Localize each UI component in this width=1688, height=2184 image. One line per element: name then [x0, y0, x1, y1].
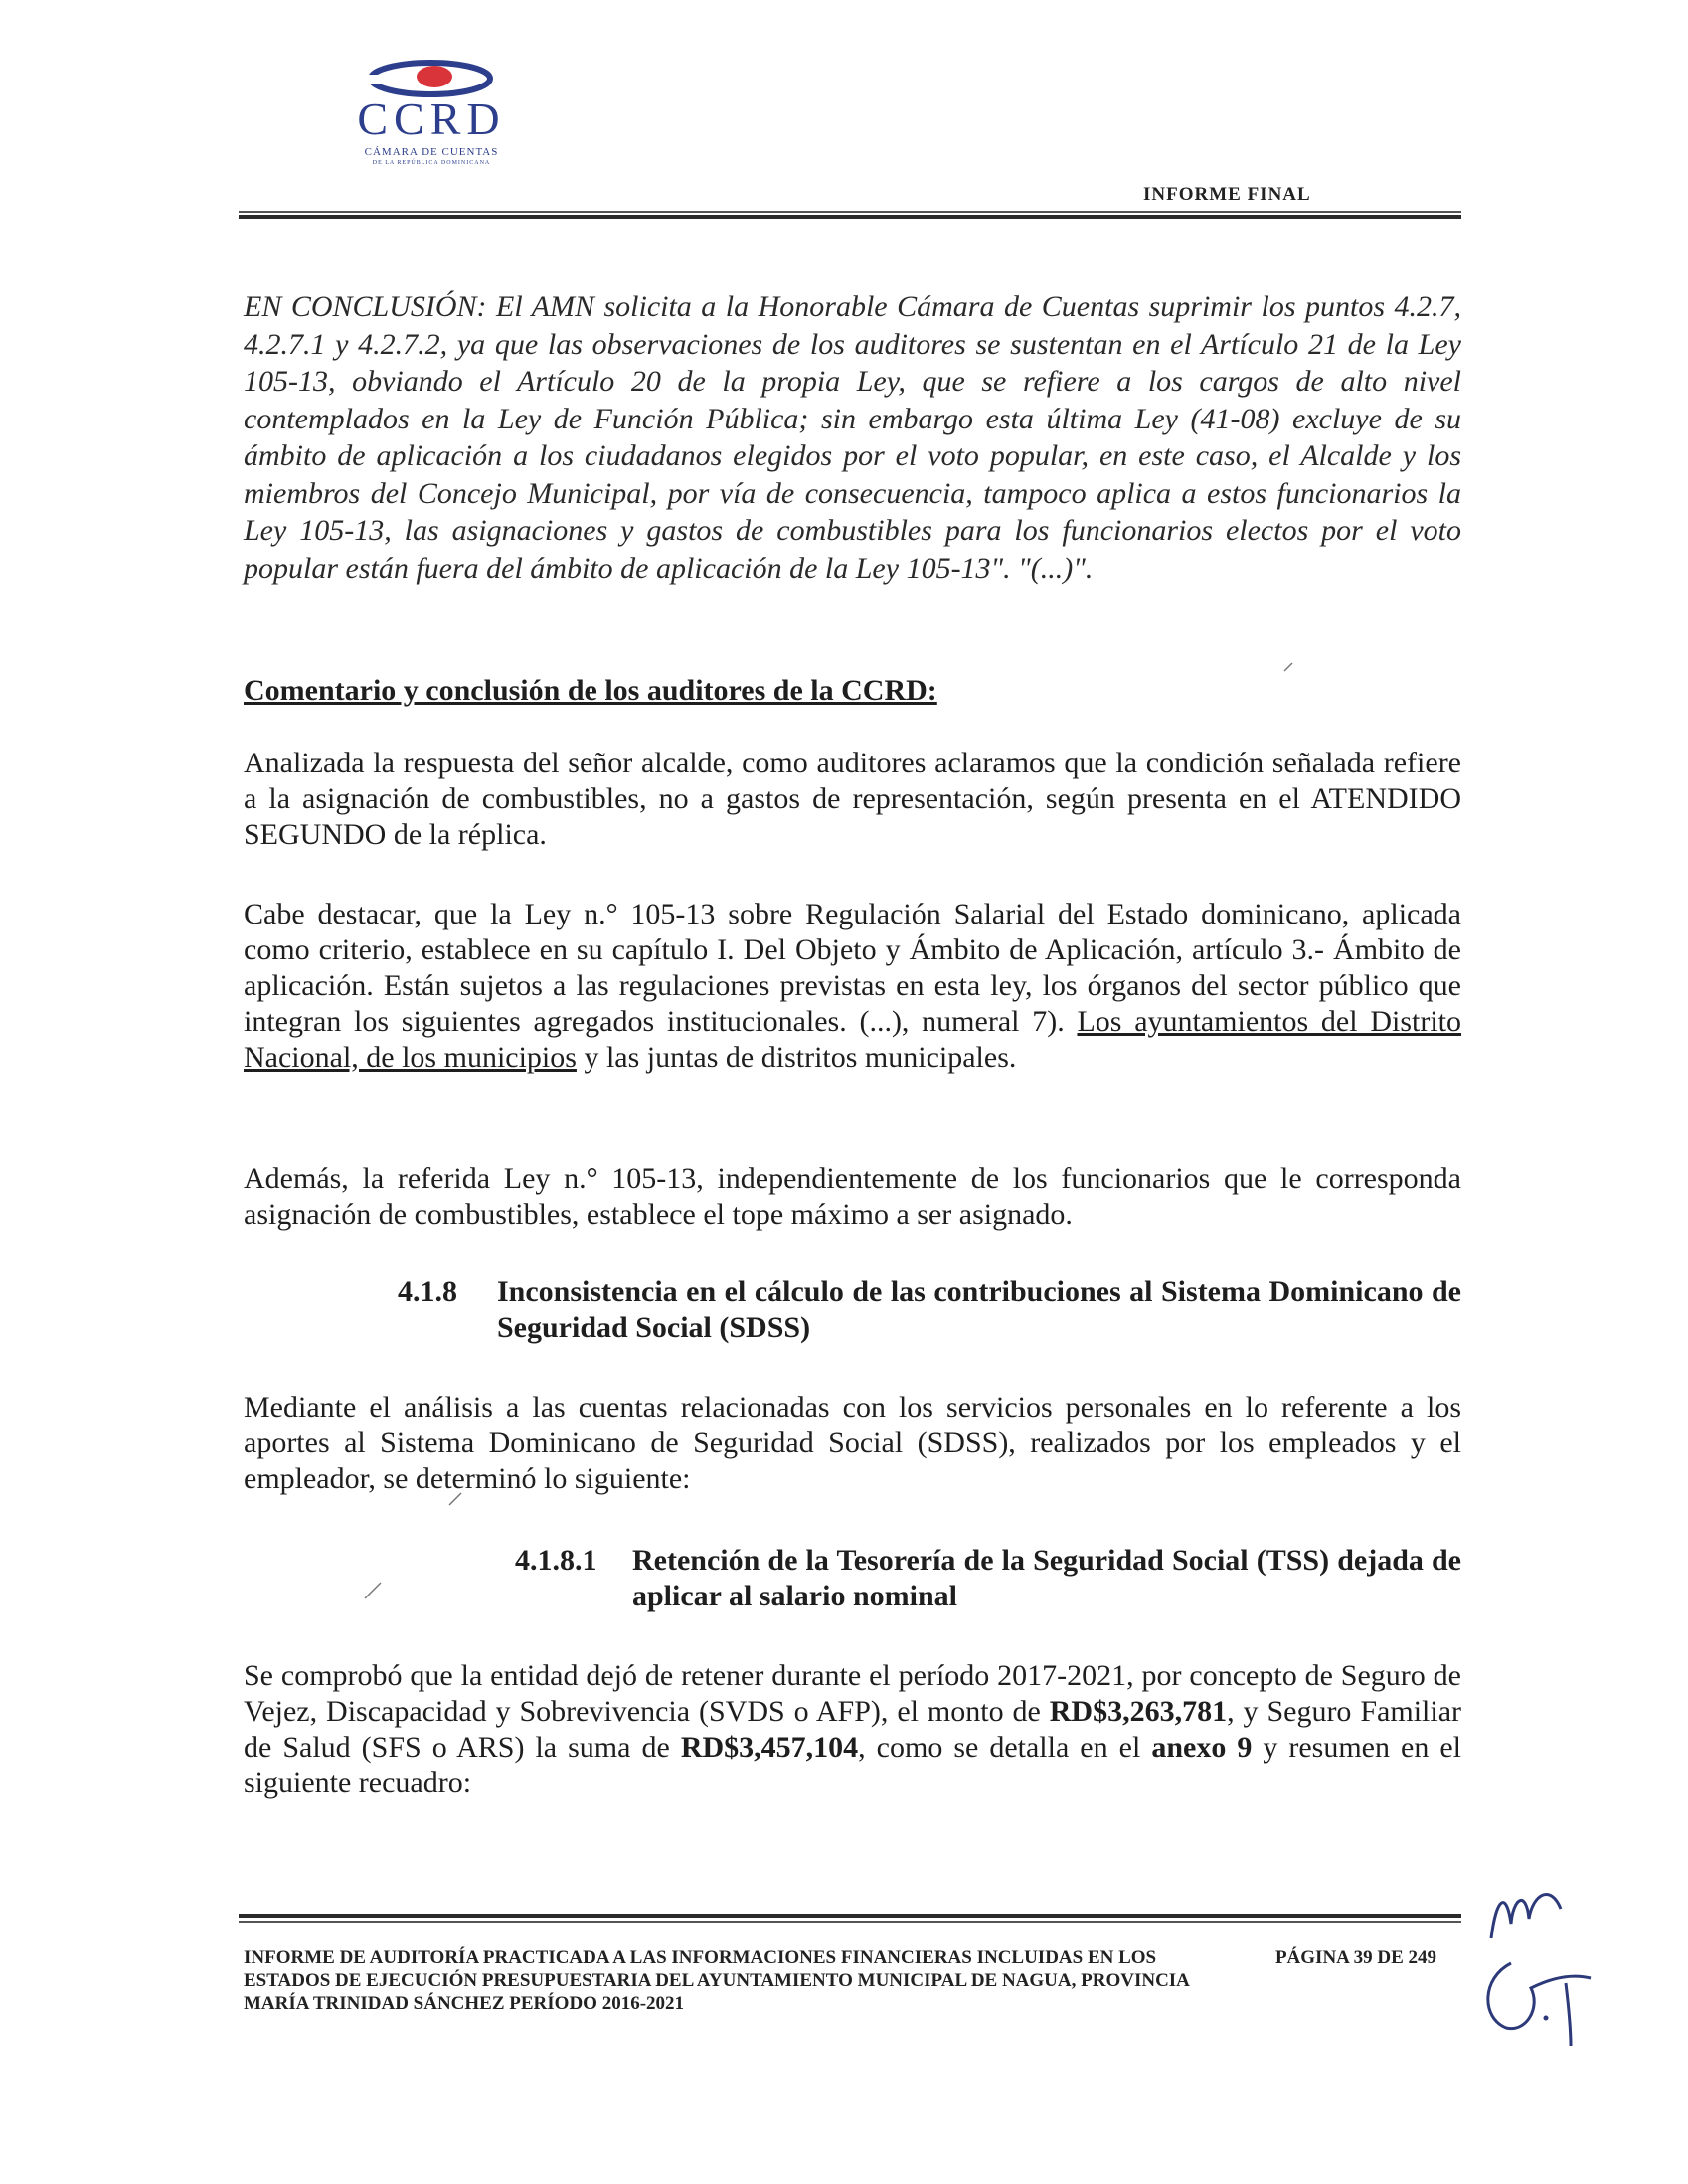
conclusion-quote: EN CONCLUSIÓN: El AMN solicita a la Honorable Cámara de Cuentas suprimir los puntos 4.2.7, 4.2.7.1 y 4.2.7.2, ya que las observaciones de los auditores se sustentan en el Artículo 21 de la Ley 105-13, obviando el Artículo 20 de la propia Ley, que se refiere a los cargos de alto nivel contemplados en la Ley de Función Pública; sin embargo esta última Ley (41-08) excluye de su ámbito de aplicación a los ciudadanos elegidos por el voto popular, en este caso, el Alcalde y los miembros del Concejo Municipal, por vía de consecuencia, tampoco aplica a estos funcionarios la Ley 105-13, las asignaciones y gastos de combustibles para los funcionarios electos por el voto popular están fuera del ámbito de aplicación de la Ley 105-13". "(...)".	[244, 290, 1461, 585]
paragraph-text: y resumen en el siguiente recuadro:	[244, 1731, 1461, 1799]
section-4-1-8-1-heading	[515, 1543, 1461, 1622]
pen-mark	[1282, 661, 1294, 673]
paragraph-text: Se comprobó que la entidad dejó de retener durante el período 2017-2021, por concepto de Seguro de Vejez, Discapacidad y Sobrevivencia (SVDS o AFP), el monto de	[244, 1659, 1461, 1728]
header-divider-thin	[239, 211, 1461, 213]
section-title: Inconsistencia en el cálculo de las contribuciones al Sistema Dominicano de Seguridad Social (SDSS)	[497, 1275, 1461, 1344]
paragraph: Analizada la respuesta del señor alcalde, como auditores aclaramos que la condición señalada refiere a la asignación de combustibles, no a gastos de representación, según presenta en el ATENDIDO SEGUNDO de la réplica.	[244, 747, 1461, 851]
paragraph-text: , y Seguro Familiar de Salud (SFS o ARS) la suma de	[244, 1695, 1461, 1764]
section-title: Retención de la Tesorería de la Seguridad Social (TSS) dejada de aplicar al salario nominal	[632, 1544, 1461, 1612]
logo-acronym: CCRD	[357, 93, 506, 144]
header-divider-thick	[239, 215, 1461, 219]
amount-ars: RD$3,457,104	[680, 1731, 859, 1764]
paragraph: Mediante el análisis a las cuentas relacionadas con los servicios personales en lo referente a los aportes al Sistema Dominicano de Seguridad Social (SDSS), realizados por los empleados y el empleador, se determinó lo siguiente:	[244, 1391, 1461, 1495]
footer-report-title: INFORME DE AUDITORÍA PRACTICADA A LAS INFORMACIONES FINANCIERAS INCLUIDAS EN LOS ESTADOS DE EJECUCIÓN PRESUPUESTARIA DEL AYUNTAMIENTO MUNICIPAL DE NAGUA, PROVINCIA MARÍA TRINIDAD SÁNCHEZ PERÍODO 2016-2021	[244, 1947, 1189, 2014]
section-number: 4.1.8.1	[515, 1544, 597, 1577]
auditor-paragraph-2	[244, 897, 1461, 1076]
section-4-1-8-1-paragraph	[244, 1658, 1461, 1801]
page-number: PÁGINA 39 DE 249	[1274, 1947, 1436, 1968]
conclusion-quote-block	[244, 288, 1461, 587]
footer-divider-thin	[239, 1921, 1461, 1923]
logo-subtitle: CÁMARA DE CUENTAS	[364, 146, 499, 158]
ccrd-logo	[316, 55, 547, 164]
auditor-paragraph-1	[244, 746, 1461, 853]
handwritten-signature	[1471, 1869, 1601, 2048]
auditor-paragraph-3	[244, 1161, 1461, 1233]
section-title: Comentario y conclusión de los auditores de la CCRD:	[244, 674, 937, 707]
paragraph: Además, la referida Ley n.° 105-13, independientemente de los funcionarios que le corresponda asignación de combustibles, establece el tope máximo a ser asignado.	[244, 1162, 1461, 1231]
paragraph	[244, 897, 1461, 1076]
amount-afp: RD$3,263,781	[1049, 1695, 1228, 1728]
footer	[244, 1946, 1456, 2015]
footer-divider-thick	[239, 1914, 1461, 1918]
paragraph-text: y las juntas de distritos municipales.	[576, 1041, 1017, 1074]
paragraph	[244, 1658, 1461, 1801]
paragraph-text: , como se detalla en el	[858, 1731, 1152, 1764]
pen-mark	[363, 1581, 383, 1600]
annex-reference: anexo 9	[1151, 1731, 1253, 1764]
section-4-1-8-heading	[398, 1274, 1461, 1354]
auditor-comment-section	[244, 674, 1461, 708]
underlined-text: Los ayuntamientos del Distrito Nacional, de los municipios	[244, 1005, 1461, 1074]
pen-mark	[447, 1491, 463, 1507]
paragraph-text: Cabe destacar, que la Ley n.° 105-13 sobre Regulación Salarial del Estado dominicano, aplicada como criterio, establece en su capítulo I. Del Objeto y Ámbito de Aplicación, artículo 3.- Ámbito de aplicación. Están sujetos a las regulaciones previstas en esta ley, los órganos del sector público que integran los siguientes agregados institucionales. (...), numeral 7).	[244, 898, 1461, 1038]
header-label: INFORME FINAL	[1143, 184, 1311, 205]
section-4-1-8-paragraph	[244, 1390, 1461, 1497]
section-number: 4.1.8	[398, 1275, 457, 1308]
logo-subtitle-small: DE LA REPÚBLICA DOMINICANA	[372, 160, 491, 166]
